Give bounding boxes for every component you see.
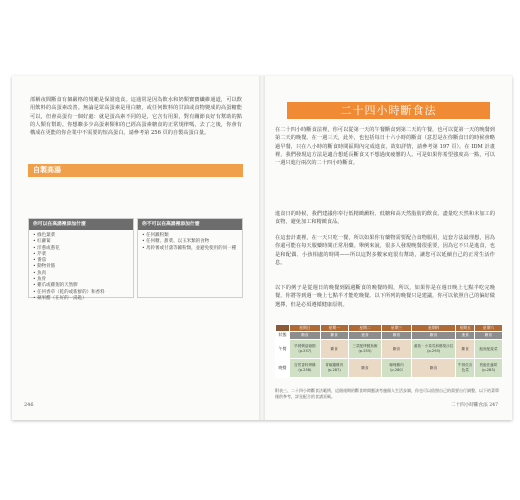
- body-paragraph-2: 進食日的時候，我們建議你奉行低精緻澱粉、低糖和高天然脂肪的飲食。盡量吃天然和未加工的食物，避免加工和精緻食品。: [275, 211, 495, 226]
- status-cell: 斷食: [382, 332, 412, 340]
- day-header: 星期四: [411, 325, 456, 332]
- list-item: • 任何香草（乾的或新鮮的）和香料: [33, 290, 129, 296]
- status-cell: 斷食: [474, 332, 502, 340]
- sidebar-box-title: 自製高湯: [28, 164, 243, 177]
- list-item: • 魚骨: [33, 277, 129, 283]
- table-row: [276, 340, 503, 359]
- status-cell: 斷食: [411, 332, 456, 340]
- row-label: 晚餐: [276, 359, 290, 378]
- list-item: • 蘋果醋（在好的一湯匙）: [33, 296, 129, 302]
- table-row: [276, 359, 503, 378]
- forbidden-ingredients-column: [137, 218, 243, 298]
- day-header: 星期五: [456, 325, 475, 332]
- status-cell: 進食: [456, 332, 475, 340]
- meal-schedule-table: [275, 324, 503, 378]
- meal-cell: 牛排佐各色菜: [456, 359, 475, 378]
- chapter-title: 二十四小時斷食法: [287, 102, 490, 119]
- left-page: [12, 76, 259, 420]
- day-header: 星期一: [320, 325, 348, 332]
- status-cell: 斷食: [320, 332, 348, 340]
- list-item: • 魚肉: [33, 271, 129, 277]
- table-corner-cell: [276, 325, 290, 332]
- list-item: • 洋蔥或蔥花: [33, 246, 129, 252]
- book-spread: [12, 76, 512, 420]
- meal-cell: 斷食: [411, 359, 456, 378]
- row-label: 狀態: [276, 332, 290, 340]
- meal-cell: 斷食: [320, 340, 348, 359]
- right-page-number: 247: [489, 403, 498, 408]
- list-item: • 動物骨骼: [33, 264, 129, 270]
- meal-cell: 青椒鑲雞肉(p.287): [320, 359, 348, 378]
- running-footer: [451, 402, 498, 408]
- meal-cell: 斷食: [348, 359, 382, 378]
- forbidden-ingredients-list: [138, 230, 242, 255]
- list-item: • 馬鈴薯或甘藷等澱粉類，並避免使用的同一種: [142, 246, 238, 252]
- day-header: 星期日: [290, 325, 321, 332]
- allowed-column-title: 你可以在高湯裡添加什麼: [29, 219, 133, 230]
- table-caption: 附表三、二十四小時斷食法範例，這個週期的斷食時間應該考慮個人生活步調，你也可以依照自己的需要自行調整，以下的菜單僅供參考，詳見配合的食譜頁碼。: [275, 388, 499, 399]
- meal-cell: 三菜配烤鱈魚飯(p.255): [348, 340, 382, 359]
- meal-cell: 斷食: [456, 340, 475, 359]
- allowed-ingredients-list: [29, 230, 133, 305]
- day-header: 星期六: [474, 325, 502, 332]
- allowed-ingredients-column: [28, 218, 134, 301]
- status-cell: 斷食: [290, 332, 321, 340]
- right-page: [265, 76, 512, 420]
- body-paragraph-4: 以下的例子是從週日的晚餐到隔週斷食的晚餐時間，所以，如果你是在週日晚上七點半吃完晚餐，你將等到週一晚上七點半才能吃晚餐。以下所列的晚餐只是建議，你可以依照自己的偏好做選擇，但是必須遵循健康原則。: [275, 285, 495, 308]
- status-cell: 進食: [348, 332, 382, 340]
- body-paragraph-3: 在這套計畫裡，在一天只吃一餐，所以如果你有藥物需要配合食物服用，這套方法最理想，因為你還可能在每天服藥時間正常用藥。舉例來說，很多人發現晚餐很重要，因為它不只是進食，也是和配偶、小孩相處的時間——所以這對多數家庭很有幫助，讓您可以延續自己的正常生活作息。: [275, 235, 495, 266]
- footer-title: 二十四小時斷食法: [450, 403, 488, 408]
- list-item: • 雞爪或雞翅的天然膠: [33, 283, 129, 289]
- list-item: • 番茄: [33, 258, 129, 264]
- meal-cell: 鮭魚配菠菜: [474, 340, 502, 359]
- meal-cell: 番茄・小黃瓜和酪梨沙拉(p.293): [411, 340, 456, 359]
- list-item: • 任何糖、甜菜、以玉米類的食物: [142, 239, 238, 245]
- table-header-row: [276, 325, 503, 332]
- forbidden-column-title: 你不可以在高湯裡添加什麼: [138, 219, 242, 230]
- list-item: • 芹菜: [33, 252, 129, 258]
- day-header: 星期三: [382, 325, 412, 332]
- body-paragraph-1: 在二十四小時斷食法裡，你可以從第一天的午餐斷食到第二天的午餐，也可以從第一天的晚餐到第二天的晚餐。在一週三天，此外，也包括每日十六小時的斷食（意思是在你斷食日的時候會略過早餐，只在八小時的斷食時間區間內完成進食，故如詳情，請參考第 197 頁）。在 IDM 計畫裡，我們發現這方法是適合想延長斷食又不想過度疲憊的人。可是如果你希望強度高一點，可以一週只進行兩次的二十四小時斷食。: [275, 127, 495, 167]
- row-label: 午餐: [276, 340, 290, 359]
- list-item: • 紅蘿蔔: [33, 239, 129, 245]
- intro-paragraph: 部稱夜間斷食有個嚴格的規範是保證進食。這通常是因為飲水和奶類寶寶纖維通道，可以飲用飲料的高蛋素改善。無論是眾高蛋素是用白糖，或任何飲料的甘油或食物變成的高蛋糖能可以，但會高蛋有一個好處：就是蛋高素不同的是，它含有用果，對有關節良好有幫助的點的人類有幫助。你想瞭多少高蛋素類和的已經高蛋素糖食的正常規律嗎，去了之後，你會有構成在更能的你企業中不需要的短高蛋白。請參考第 256 頁的自製高蛋白量。: [30, 97, 242, 137]
- left-page-number: 246: [24, 402, 34, 408]
- table-row: [276, 332, 503, 340]
- meal-cell: 斷食: [382, 340, 412, 359]
- list-item: • 綠色葉菜: [33, 233, 129, 239]
- ingredient-lists: [28, 218, 243, 301]
- meal-cell: 早餐粥菇豬類(p.257): [290, 340, 321, 359]
- list-item: • 任何澱粉類: [142, 233, 238, 239]
- day-header: 星期二: [348, 325, 382, 332]
- meal-cell: 煎鮭佐蘆筍(p.283): [474, 359, 502, 378]
- meal-cell: 自然香料烤雞(p.258): [290, 359, 321, 378]
- meal-cell: 咖哩雞肉（p.280）: [382, 359, 412, 378]
